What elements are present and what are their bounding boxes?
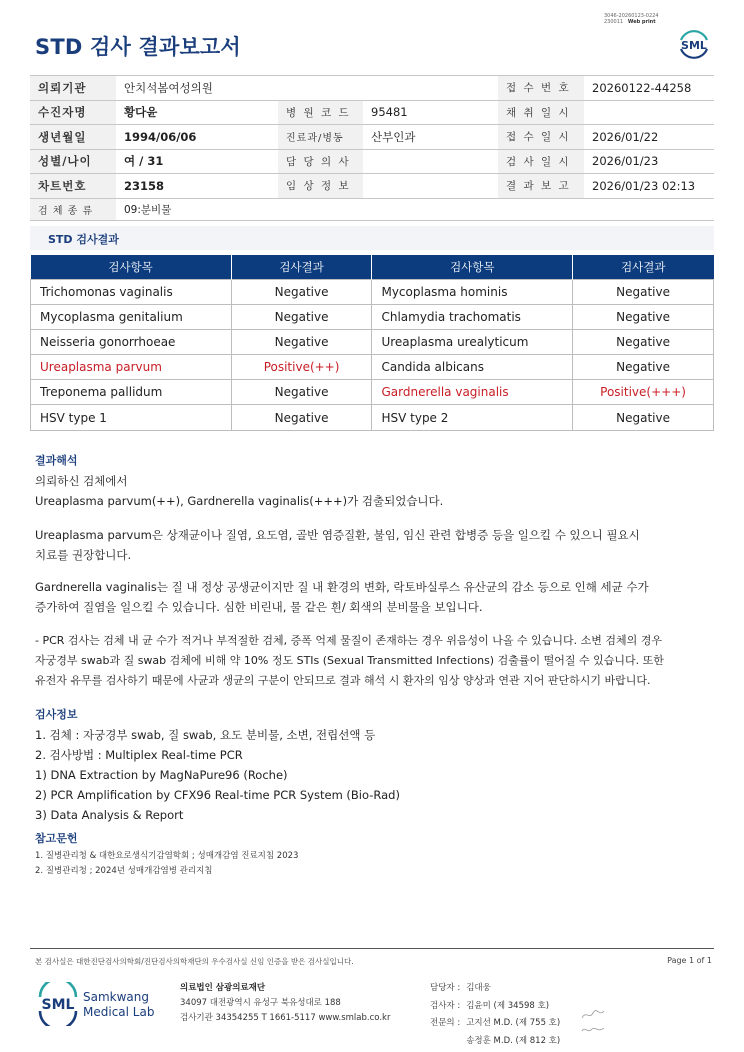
staff-role: 전문의 : [430, 1018, 461, 1028]
col-header-result: 검사결과 [231, 255, 372, 279]
signature-1 [580, 1008, 606, 1022]
page-title: STD 검사 결과보고서 [35, 35, 241, 59]
test-info-line: 2) PCR Amplification by CFX96 Real-time PCR System (Bio-Rad) [35, 788, 400, 802]
organization-info [180, 981, 390, 1026]
paragraph-text: 증가하여 질염을 일으킬 수 있습니다. 심한 비린내, 물 같은 흰/ 회색의 분비물을 보입니다. [35, 600, 483, 614]
test-info-title: 검사정보 [35, 708, 78, 721]
staff-list [428, 979, 566, 1051]
test-result: Negative [231, 279, 372, 304]
test-result-positive: Positive(+++) [573, 380, 714, 405]
chart-label: 차트번호 [30, 174, 116, 199]
report-code-line1: 3046-20260123-0224 [604, 13, 659, 19]
reference-line: 1. 질병관리청 & 대한요로생식기감염학회 ; 성매개감염 진료지침 2023 [35, 851, 299, 861]
staff-row [430, 1034, 564, 1050]
interpretation-section [35, 451, 443, 511]
report-date-label: 결 과 보 고 [498, 174, 584, 199]
test-date-value: 2026/01/23 [584, 149, 714, 174]
paragraph-text: 유전자 유무를 검사하기 때문에 사균과 생균의 구분이 안되므로 결과 해석 시 환자의 임상 양상과 연관 지어 판단하시기 바랍니다. [35, 674, 651, 687]
paragraph-text: 은 상재균이나 질염, 요도염, 골반 염증질환, 불임, 임신 관련 합병증 등을 일으킬 수 있으니 필요시 [151, 528, 640, 542]
table-row [31, 355, 714, 380]
institution-label: 의뢰기관 [30, 76, 116, 101]
test-item: Chlamydia trachomatis [372, 304, 573, 329]
footer-divider [30, 948, 714, 949]
reference-line: 2. 질병관리청 ; 2024년 성매개감염병 관리지침 [35, 866, 213, 876]
name-value: 황다윤 [116, 100, 278, 125]
test-item-positive: Ureaplasma parvum [31, 355, 232, 380]
staff-row [430, 999, 564, 1015]
test-item-positive: Gardnerella vaginalis [372, 380, 573, 405]
references-title: 참고문헌 [35, 832, 78, 845]
institution-value: 안치석봄여성의원 [116, 76, 498, 101]
sex-age-value: 여 / 31 [116, 149, 278, 174]
info-row [30, 100, 714, 125]
test-item: Mycoplasma genitalium [31, 304, 232, 329]
info-row [30, 125, 714, 150]
lab-name-line1: Samkwang [83, 990, 149, 1004]
paragraph-text: 치료를 권장합니다. [35, 548, 132, 562]
doctor-value [363, 149, 498, 174]
sml-logo-top [676, 26, 712, 62]
test-info-line: 3) Data Analysis & Report [35, 808, 184, 822]
hospital-code-label: 병 원 코 드 [278, 100, 363, 125]
interpretation-title: 결과해석 [35, 454, 78, 467]
hospital-code-value: 95481 [363, 100, 498, 125]
col-header-item: 검사항목 [31, 255, 232, 279]
interpretation-paragraph-1 [35, 525, 640, 565]
test-result-positive: Positive(++) [231, 355, 372, 380]
staff-name: 송정훈 M.D. (제 812 호) [466, 1035, 561, 1046]
interpretation-detected: Ureaplasma parvum(++), Gardnerella vaginalis(+++)가 검출되었습니다. [35, 494, 444, 508]
test-info-line: 1. 검체 : 자궁경부 swab, 질 swab, 요도 분비물, 소변, 전립선액 등 [35, 728, 376, 742]
clinical-label: 임 상 정 보 [278, 174, 363, 199]
interpretation-paragraph-2 [35, 577, 649, 617]
interpretation-intro: 의뢰하신 검체에서 [35, 474, 128, 488]
test-info-line: 2. 검사방법 : Multiplex Real-time PCR [35, 748, 243, 762]
clinical-value [363, 174, 498, 199]
interpretation-paragraph-3 [35, 631, 664, 691]
specimen-value: 09:분비물 [116, 198, 714, 220]
signature-2 [580, 1023, 606, 1037]
certification-note: 본 검사실은 대한진단검사의학회/진단검사의학재단의 우수검사실 신임 인증을 받은 검사실입니다. [35, 957, 354, 966]
test-item: Neisseria gonorrhoeae [31, 329, 232, 354]
chart-value: 23158 [116, 174, 278, 199]
results-section-header [30, 226, 714, 250]
test-info-section [35, 705, 400, 825]
org-name: 의료법인 삼광의료재단 [180, 983, 266, 993]
paragraph-text: 는 질 내 정상 공생균이지만 질 내 환경의 변화, 락토바실루스 유산균의 감소 등으로 인해 세균 수가 [156, 580, 649, 594]
accession-label: 접 수 번 호 [498, 76, 584, 101]
web-print-label: Web print [627, 19, 656, 25]
test-item: Treponema pallidum [31, 380, 232, 405]
receive-date-label: 접 수 일 시 [498, 125, 584, 150]
col-header-result: 검사결과 [573, 255, 714, 279]
dept-label: 진료과/병동 [278, 125, 363, 150]
report-code [604, 13, 659, 25]
samkwang-logo [37, 982, 167, 1026]
test-date-label: 검 사 일 시 [498, 149, 584, 174]
info-row [30, 174, 714, 199]
paragraph-text: 자궁경부 swab과 질 swab 검체에 비해 약 10% 정도 STIs (Sexual Transmitted Infections) 검출률이 떨어질 수 있습니다. 또한 [35, 654, 664, 667]
table-row [31, 405, 714, 430]
paragraph-text: - PCR 검사는 검체 내 균 수가 적거나 부적절한 검체, 증폭 억제 물질이 존재하는 경우 위음성이 나올 수 있습니다. 소변 검체의 경우 [35, 634, 663, 647]
test-result: Negative [231, 304, 372, 329]
test-item: Trichomonas vaginalis [31, 279, 232, 304]
collect-date-value [584, 100, 714, 125]
org-contact: 검사기관 34354255 T 1661-5117 www.smlab.co.kr [180, 1013, 391, 1023]
specimen-label: 검 체 종 류 [30, 198, 116, 220]
receive-date-value: 2026/01/22 [584, 125, 714, 150]
test-result: Negative [573, 355, 714, 380]
col-header-item: 검사항목 [372, 255, 573, 279]
dob-value: 1994/06/06 [116, 125, 278, 150]
staff-role [430, 1034, 464, 1050]
info-row [30, 198, 714, 220]
test-item: Mycoplasma hominis [372, 279, 573, 304]
test-result: Negative [573, 405, 714, 430]
accession-value: 20260122-44258 [584, 76, 714, 101]
table-row [31, 329, 714, 354]
name-label: 수진자명 [30, 100, 116, 125]
test-info-line: 1) DNA Extraction by MagNaPure96 (Roche) [35, 768, 288, 782]
patient-info-table [30, 75, 714, 221]
staff-name: 김대웅 [466, 983, 491, 993]
info-row [30, 76, 714, 101]
references-section [35, 829, 298, 879]
results-header-row [31, 255, 714, 279]
sex-age-label: 성별/나이 [30, 149, 116, 174]
report-code-id: 230011 [604, 19, 624, 25]
test-result: Negative [231, 405, 372, 430]
test-result: Negative [231, 380, 372, 405]
collect-date-label: 채 취 일 시 [498, 100, 584, 125]
test-result: Negative [573, 304, 714, 329]
info-row [30, 149, 714, 174]
logo-top-text: SML [681, 39, 707, 52]
logo-bottom-text: SML [41, 997, 75, 1013]
dept-value: 산부인과 [363, 125, 498, 150]
staff-row [430, 1016, 564, 1032]
table-row [31, 279, 714, 304]
results-table [30, 255, 714, 431]
staff-name: 김윤미 (제 34598 호) [466, 1000, 550, 1011]
dob-label: 생년월일 [30, 125, 116, 150]
test-item: Candida albicans [372, 355, 573, 380]
organism-term: Gardnerella vaginalis [35, 580, 157, 594]
test-result: Negative [573, 329, 714, 354]
test-item: HSV type 1 [31, 405, 232, 430]
table-row [31, 380, 714, 405]
staff-row [430, 981, 564, 997]
org-address: 34097 대전광역시 유성구 북유성대로 188 [180, 998, 341, 1008]
report-date-value: 2026/01/23 02:13 [584, 174, 714, 199]
test-result: Negative [573, 279, 714, 304]
lab-name-line2: Medical Lab [83, 1005, 155, 1019]
test-item: HSV type 2 [372, 405, 573, 430]
table-row [31, 304, 714, 329]
staff-role: 검사자 : [430, 1000, 461, 1011]
organism-term: Ureaplasma parvum [35, 528, 152, 542]
page-number: Page 1 of 1 [667, 956, 712, 965]
doctor-label: 담 당 의 사 [278, 149, 363, 174]
test-item: Ureaplasma urealyticum [372, 329, 573, 354]
results-section-title: STD 검사결과 [48, 233, 119, 246]
test-result: Negative [231, 329, 372, 354]
staff-role: 담당자 : [430, 983, 461, 993]
staff-name: 고지선 M.D. (제 755 호) [466, 1018, 561, 1028]
